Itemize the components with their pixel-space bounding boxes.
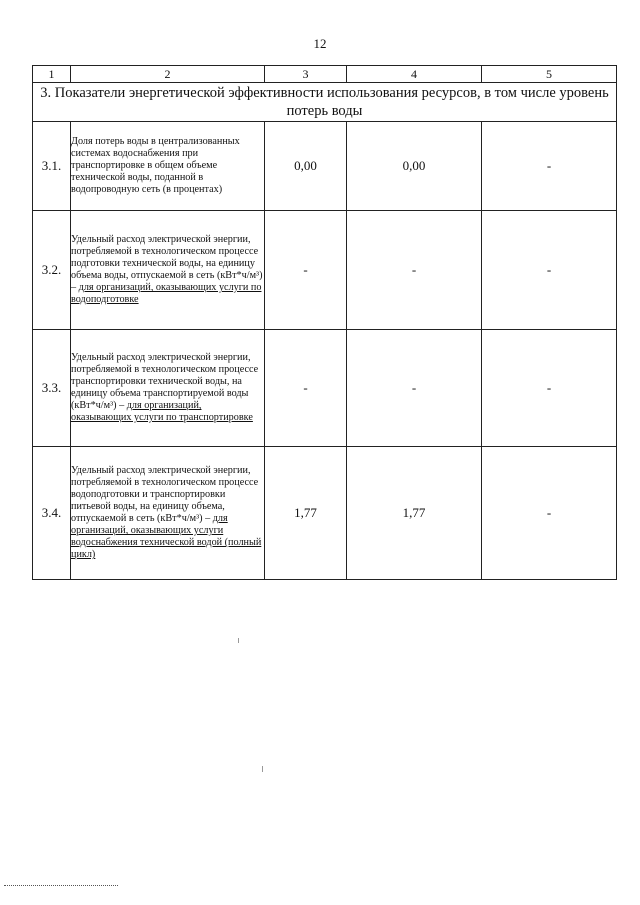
column-header: 3 [265,66,347,83]
column-header: 4 [347,66,482,83]
description-scope: для организаций, оказывающих услуги по водоподготовке [71,282,262,306]
row-description [71,447,265,580]
value-col5: - [482,447,617,580]
value-col3: 0,00 [265,122,347,211]
row-number: 3.3. [33,330,71,447]
description-scope: для организаций, оказывающих услуги по транспортировке [71,400,253,424]
value-col3: 1,77 [265,447,347,580]
description-text: Удельный расход электрической энергии, потребляемой в технологическом процессе подготовки технической воды, на единицу объема воды, отпускаемой в сеть (кВт*ч/м³) – [71,233,263,294]
footnote-separator [4,885,118,887]
table-row [33,447,617,580]
value-col5: - [482,330,617,447]
row-number: 3.4. [33,447,71,580]
row-number: 3.2. [33,211,71,330]
column-header: 2 [71,66,265,83]
page-number: 12 [313,36,327,51]
scan-mark [262,766,263,772]
section-title: 3. Показатели энергетической эффективности использования ресурсов, в том числе уровень потерь воды [33,83,617,122]
description-scope: для организаций, оказывающих услуги водоснабжения технической водой (полный цикл) [71,513,262,561]
indicators-table [32,65,617,580]
row-description [71,211,265,330]
column-header: 1 [33,66,71,83]
row-number: 3.1. [33,122,71,211]
value-col4: 1,77 [347,447,482,580]
table-row [33,122,617,211]
value-col4: - [347,330,482,447]
value-col5: - [482,122,617,211]
description-text: Доля потерь воды в централизованных системах водоснабжения при транспортировке в общем объеме технической воды, поданной в водопроводную сеть (в процентах) [71,135,240,196]
column-header-row [33,66,617,83]
description-text: Удельный расход электрической энергии, потребляемой в технологическом процессе водоподготовки и транспортировки питьевой воды, на единицу объема, отпускаемой в сеть (кВт*ч/м³) – [71,464,259,524]
value-col5: - [482,211,617,330]
value-col4: - [347,211,482,330]
scan-mark [238,638,239,643]
description-text: Удельный расход электрической энергии, потребляемой в технологическом процессе транспортировки технической воды, на единицу объема транспортируемой воды (кВт*ч/м³) – [71,351,259,412]
row-description [71,122,265,211]
row-description [71,330,265,447]
table-row [33,330,617,447]
table-row [33,211,617,330]
column-header: 5 [482,66,617,83]
value-col3: - [265,330,347,447]
value-col3: - [265,211,347,330]
section-row [33,83,617,122]
value-col4: 0,00 [347,122,482,211]
